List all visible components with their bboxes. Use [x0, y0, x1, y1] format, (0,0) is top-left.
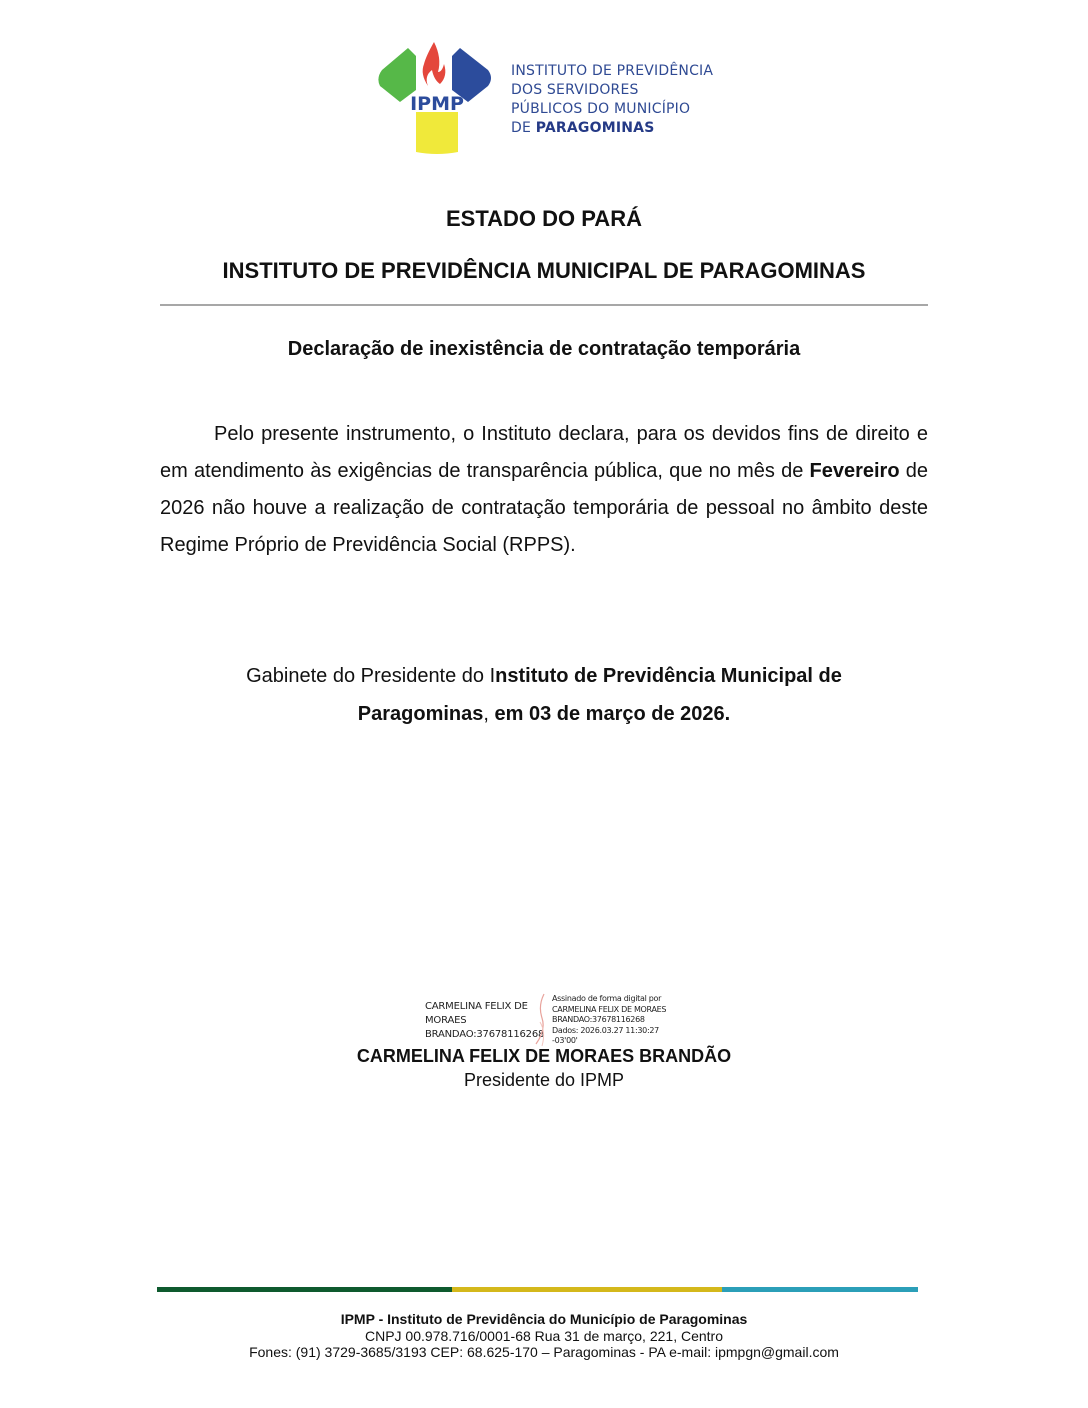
- logo-line-last: DE PARAGOMINAS: [511, 120, 655, 136]
- signer-role: Presidente do IPMP: [463, 1070, 625, 1090]
- institute-heading: INSTITUTO DE PREVIDÊNCIA MUNICIPAL DE PARAGOMINAS: [222, 258, 866, 283]
- closing-paragraph: Gabinete do Presidente do Instituto de Previdência Municipal de Paragominas, em 03 de março de 2026.: [246, 665, 842, 725]
- footer-bar-teal: [722, 1287, 918, 1292]
- institute-logo: [374, 42, 719, 157]
- footer-bar-green: [157, 1287, 452, 1292]
- logo-line: INSTITUTO DE PREVIDÊNCIA: [511, 63, 714, 79]
- document-title: Declaração de inexistência de contratação temporária: [287, 338, 801, 360]
- logo-line: DOS SERVIDORES: [511, 82, 639, 98]
- logo-line: PÚBLICOS DO MUNICÍPIO: [511, 101, 691, 117]
- ipmp-emblem-icon: [374, 42, 504, 157]
- declaration-month: Fevereiro: [809, 460, 900, 482]
- footer-title: IPMP - Instituto de Previdência do Município de Paragominas: [340, 1311, 748, 1327]
- signer-name: CARMELINA FELIX DE MORAES BRANDÃO: [356, 1046, 732, 1066]
- footer-address: CNPJ 00.978.716/0001-68 Rua 31 de março, 221, Centro: [364, 1328, 723, 1344]
- footer-contacts: Fones: (91) 3729-3685/3193 CEP: 68.625-170 – Paragominas - PA e-mail: ipmpgn@gmail.com: [249, 1344, 839, 1360]
- header-divider: [160, 304, 928, 306]
- state-heading: ESTADO DO PARÁ: [446, 206, 642, 231]
- logo-badge: IPMP: [410, 93, 464, 115]
- footer-bar-yellow: [452, 1287, 722, 1292]
- signature-stroke-icon: [530, 992, 554, 1048]
- digital-signature-details: Assinado de forma digital por CARMELINA FELIX DE MORAES BRANDAO:37678116268 Dados: 2026.03.27 11:30:27 -03'00': [552, 994, 667, 1045]
- declaration-paragraph: Pelo presente instrumento, o Instituto declara, para os devidos fins de direito e em atendimento às exigências de transparência pública, que no mês de Fevereiro de 2026 não houve a realização de contratação temporária de pessoal no âmbito deste Regime Próprio de Previdência Social (RPPS).: [160, 423, 928, 556]
- digital-signature-name: CARMELINA FELIX DE MORAES BRANDAO:37678116268: [425, 1001, 545, 1040]
- logo-wordmark: [511, 62, 713, 138]
